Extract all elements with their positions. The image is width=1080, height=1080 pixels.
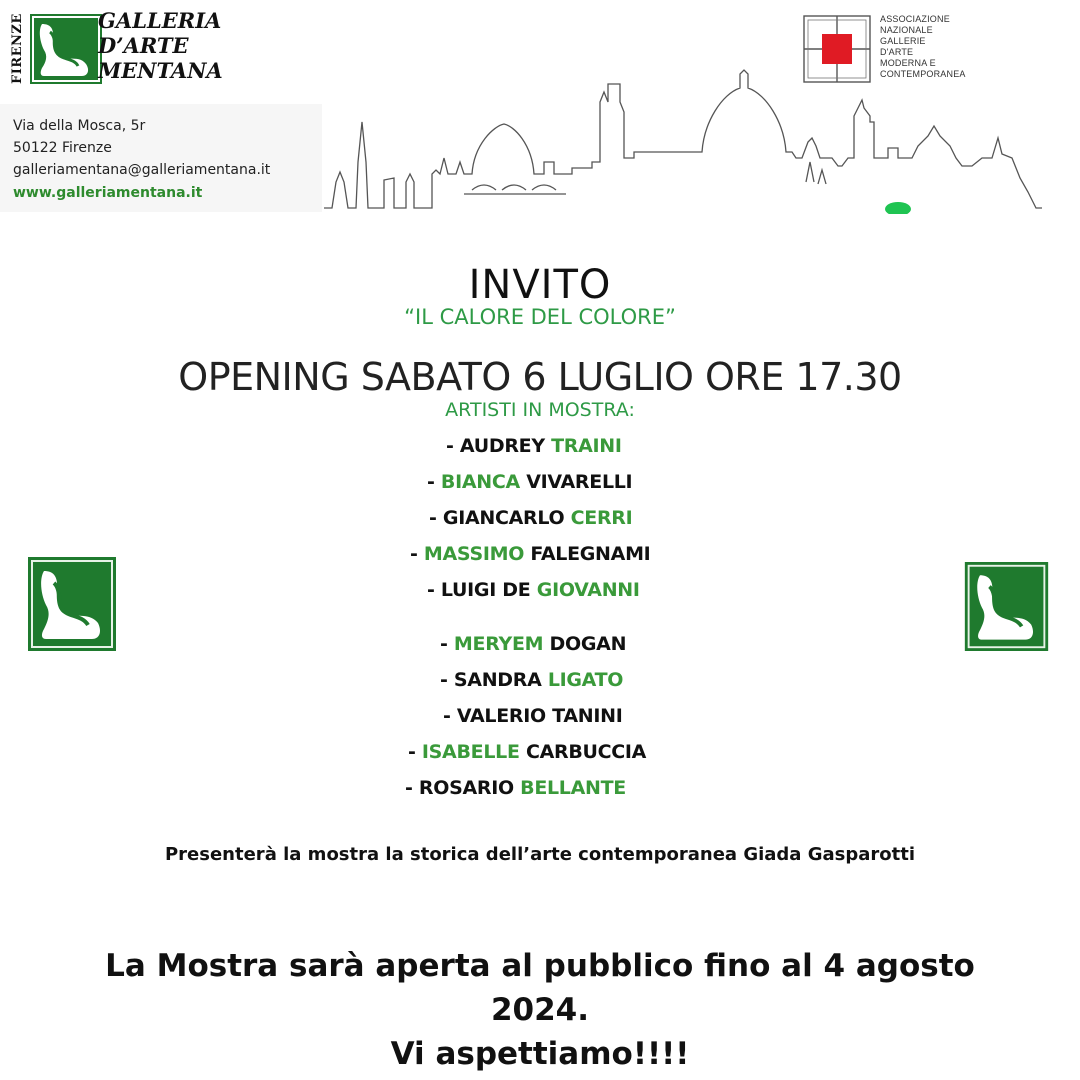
presenter-line: Presenterà la mostra la storica dell’arte contemporanea Giada Gasparotti [164, 844, 915, 865]
artist-item: - VALERIO TANINI [443, 705, 623, 727]
artist-item: - MASSIMO FALEGNAMI [410, 543, 651, 565]
artist-item: - GIANCARLO CERRI [429, 507, 633, 529]
gallery-emblem-icon [28, 557, 116, 651]
address-street: Via della Mosca, 5r [13, 118, 146, 134]
association-logo-text: ASSOCIAZIONE NAZIONALE GALLERIE D'ARTE MODERNA E CONTEMPORANEA [880, 14, 966, 79]
gallery-name-line3: MENTANA [98, 58, 223, 83]
closing-line: Vi aspettiamo!!!! [390, 1036, 690, 1072]
artist-item: - ROSARIO BELLANTE [405, 777, 626, 799]
address-panel [0, 104, 322, 212]
gallery-logo [10, 8, 225, 88]
closing-line: La Mostra sarà aperta al pubblico fino al 4 agosto [105, 948, 975, 984]
invitation-title: INVITO [468, 262, 612, 308]
association-logo [802, 14, 1002, 86]
address-email[interactable]: galleriamentana@galleriamentana.it [13, 162, 271, 178]
gallery-logo-city: FIRENZE [10, 13, 25, 84]
address-city: 50122 Firenze [13, 140, 112, 156]
address-website[interactable]: www.galleriamentana.it [13, 185, 203, 201]
artist-item: - LUIGI DE GIOVANNI [427, 579, 640, 601]
artist-item: - SANDRA LIGATO [440, 669, 624, 691]
artist-item: - MERYEM DOGAN [440, 633, 627, 655]
artist-item: - BIANCA VIVARELLI [427, 471, 633, 493]
artist-item: - AUDREY TRAINI [446, 435, 622, 457]
show-title: “IL CALORE DEL COLORE” [404, 305, 676, 329]
opening-date: OPENING SABATO 6 LUGLIO ORE 17.30 [178, 355, 902, 399]
closing-line: 2024. [490, 992, 590, 1028]
gallery-name-line2: D’ARTE [98, 33, 189, 58]
gallery-emblem-icon [28, 12, 104, 86]
artists-heading: ARTISTI IN MOSTRA: [445, 399, 635, 421]
artist-item: - ISABELLE CARBUCCIA [408, 741, 647, 763]
gallery-emblem-icon [964, 562, 1049, 651]
association-logo-icon [802, 14, 872, 84]
gallery-name-line1: GALLERIA [98, 8, 222, 33]
